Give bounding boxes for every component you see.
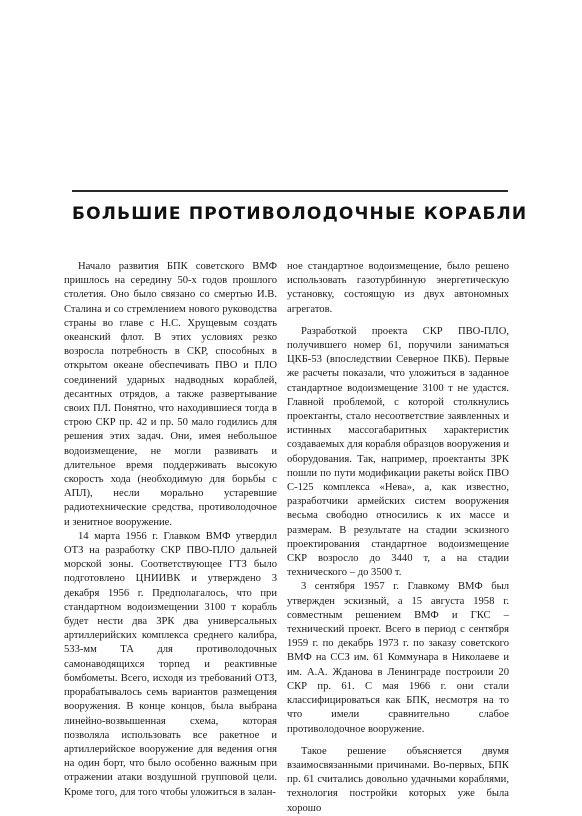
paragraph: Разработкой проекта СКР ПВО-ПЛО, получившего номер 61, поручили заниматься ЦКБ-53 (впоследствии Северное ПКБ). Первые же расчеты показали, что уложиться в заданное стандартное водоизмещение 3100 т не удастся. Главной проблемой, с которой столкнулись проектанты, стало несоответствие заявленных и истинных массогабаритных характеристик создаваемых для корабля образцов вооружения и оборудования. Так, например, проектанты ЗРК пошли по пути модификации ракеты войск ПВО С-125 комплекса «Нева», а, как известно, разработчики армейских систем вооружения весьма свободно относились к их массе и размерам. В результате на стадии эскизного проектирования стандартное водоизмещение СКР возросло до 3440 т, а на стадии технического – до 3500 т. bbox=[287, 325, 509, 579]
paragraph: ное стандартное водоизмещение, было решено использовать газотурбинную энергетическую установку, состоящую из двух автономных агрегатов. bbox=[287, 261, 509, 315]
paragraph: 3 сентября 1957 г. Главкому ВМФ был утвержден эскизный, а 15 августа 1958 г. совместным решением ВМФ и ГКС – технический проект. Всего в период с сентября 1959 г. по декабрь 1973 г. по заказу советского ВМФ на ССЗ им. 61 Коммунара в Николаеве и им. А.А. Жданова в Ленинграде построили 20 СКР пр. 61. С мая 1966 г. они стали классифицироваться как БПК, несмотря на то что имели сравнительно слабое противолодочное вооружение. bbox=[287, 581, 509, 735]
paragraph: Начало развития БПК советского ВМФ пришлось на середину 50-х годов прошлого столетия. Оно было связано со смертью И.В. Сталина и со стремлением нового руководства страны во главе с Н.С. Хрущевым создать океанский флот. В этих условиях резко возросла потребность в СКР, способных в открытом океане обеспечивать ПВО и ПЛО соединений ударных надводных кораблей, десантных отрядов, а также развертывание своих ПЛ. Понятно, что находившиеся тогда в строю СКР пр. 42 и пр. 50 мало годились для решения этих задач. Они, имея небольшое водоизмещение, не могли развивать и длительное время поддерживать высокую скорость хода (необходимую для борьбы с АПЛ), несли морально устаревшие радиотехнические средства, противолодочное и зенитное вооружение. bbox=[64, 261, 277, 528]
right-column bbox=[287, 260, 509, 816]
left-column bbox=[64, 260, 277, 800]
page-title: БОЛЬШИЕ ПРОТИВОЛОДОЧНЫЕ КОРАБЛИ bbox=[72, 204, 528, 224]
paragraph: 14 марта 1956 г. Главком ВМФ утвердил ОТЗ на разработку СКР ПВО-ПЛО дальней морской зоны. Соответствующее ГТЗ было подготовлено ЦНИИВК и утверждено 3 декабря 1956 г. Предполагалось, что при стандартном водоизмещении 3100 т корабль будет нести два ЗРК два универсальных артиллерийских комплекса среднего калибра, 533-мм ТА для противолодочных самонаводящихся торпед и реактивные бомбометы. Всего, исходя из требований ОТЗ, прорабатывалось семь вариантов размещения вооружения. В конце концов, была выбрана линейно-возвышенная схема, которая позволяла использовать все ракетное и артиллерийское вооружение для ведения огня на один борт, что было особенно важным при отражении атаки воздушной групповой цели. Кроме того, для того чтобы уложиться в залан- bbox=[64, 530, 277, 798]
heading-rule bbox=[72, 190, 508, 192]
paragraph: Такое решение объясняется двумя взаимосвязанными причинами. Во-первых, БПК пр. 61 считались довольно удачными кораблями, технология постройки которых уже была хорошо bbox=[287, 745, 509, 814]
